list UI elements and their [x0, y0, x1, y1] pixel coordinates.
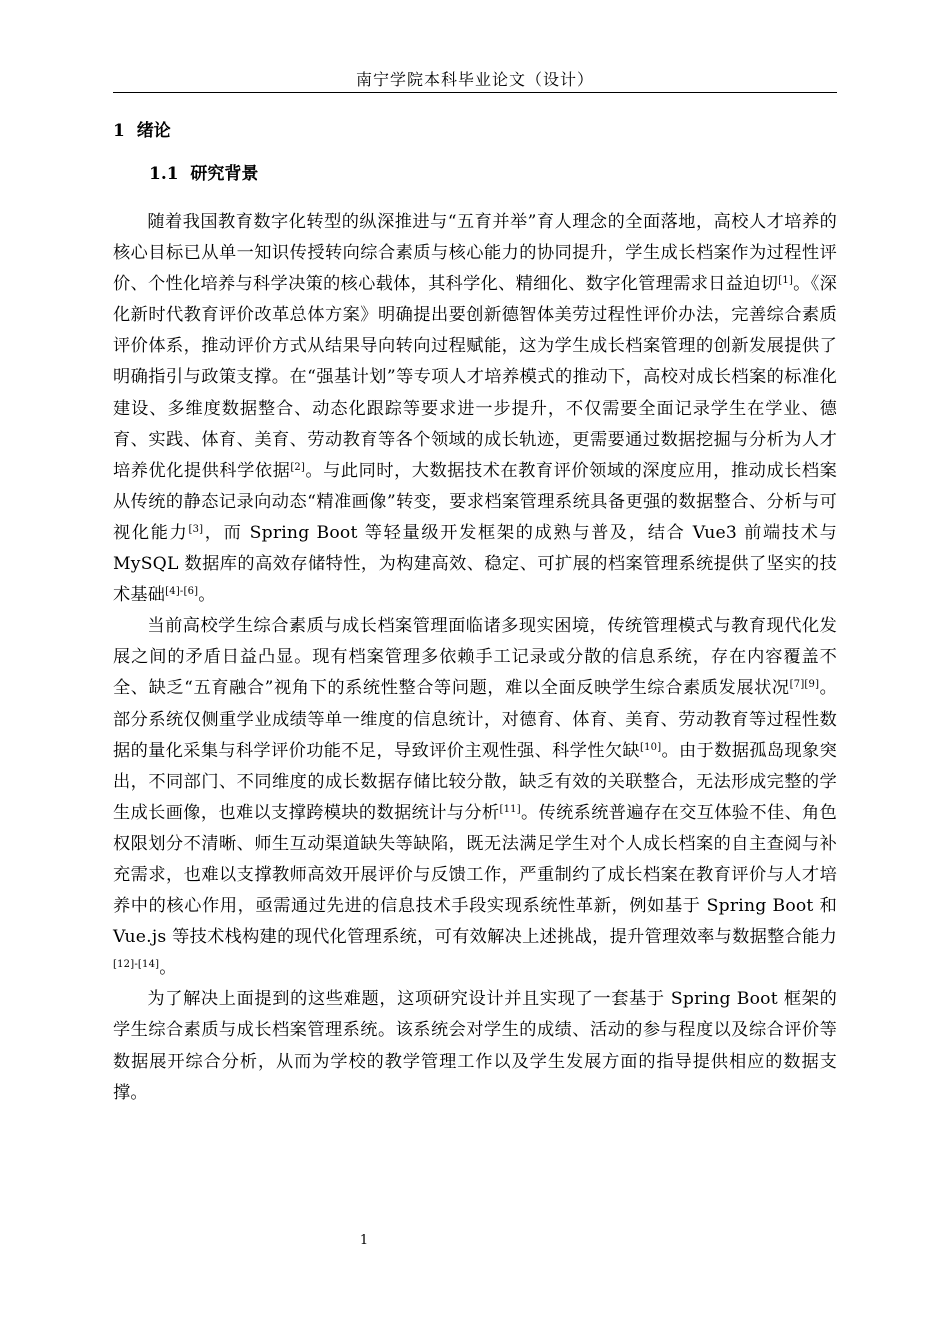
paragraph-text: 。部分系统仅侧重学业成绩等单一维度的信息统计，对德育、体育、美育、劳动教育等过程性数据的量化采集与科学评价功能不足，导致评价主观性强、科学性欠缺: [113, 678, 837, 761]
paragraph-text: 。《深化新时代教育评价改革总体方案》明确提出要创新德智体美劳过程性评价办法，完善综合素质评价体系，推动评价方式从结果导向转向过程赋能，这为学生成长档案管理的创新发展提供了明确指引与政策支撑。在“强基计划”等专项人才培养模式的推动下，高校对成长档案的标准化建设、多维度数据整合、动态化跟踪等要求进一步提升，不仅需要全面记录学生在学业、德育、实践、体育、美育、劳动教育等各个领域的成长轨迹，更需要通过数据挖掘与分析为人才培养优化提供科学依据: [113, 274, 837, 481]
body-text: [113, 207, 837, 1109]
paragraph-text: 为了解决上面提到的这些难题，这项研究设计并且实现了一套基于 Spring Boot 框架的学生综合素质与成长档案管理系统。该系统会对学生的成绩、活动的参与程度以及综合评价等数据展开综合分析，从而为学校的教学管理工作以及学生发展方面的指导提供相应的数据支撑。: [113, 989, 837, 1103]
citation-ref: [12]-[14]: [113, 959, 160, 971]
paragraph-text: 。: [159, 958, 177, 979]
citation-ref: [2]: [290, 461, 306, 473]
paragraph-text: 随着我国教育数字化转型的纵深推进与“五育并举”育人理念的全面落地，高校人才培养的核心目标已从单一知识传授转向综合素质与核心能力的协同提升，学生成长档案作为过程性评价、个性化培养与科学决策的核心载体，其科学化、精细化、数字化管理需求日益迫切: [113, 212, 837, 295]
citation-ref: [3]: [188, 523, 204, 535]
subsection-heading: [149, 162, 258, 186]
page-number: 1: [359, 1233, 369, 1248]
subsection-number: 1.1: [149, 164, 179, 184]
citation-ref: [1]: [778, 275, 794, 287]
section-title: 绪论: [136, 121, 171, 141]
page-header: [113, 68, 837, 93]
section-heading: [113, 119, 171, 143]
paragraph-text: 。: [198, 585, 216, 606]
paragraph-text: 当前高校学生综合素质与成长档案管理面临诸多现实困境，传统管理模式与教育现代化发展之间的矛盾日益凸显。现有档案管理多依赖手工记录或分散的信息系统，存在内容覆盖不全、缺乏“五育融合”视角下的系统性整合等问题，难以全面反映学生综合素质发展状况: [113, 616, 837, 699]
paragraph-text: 。由于数据孤岛现象突出，不同部门、不同维度的成长数据存储比较分散，缺乏有效的关联整合，无法形成完整的学生成长画像，也难以支撑跨模块的数据统计与分析: [113, 740, 837, 823]
header-title: 南宁学院本科毕业论文（设计）: [355, 70, 594, 89]
paragraph-text: 。与此同时，大数据技术在教育评价领域的深度应用，推动成长档案从传统的静态记录向动态“精准画像”转变，要求档案管理系统具备更强的数据整合、分析与可视化能力: [113, 460, 837, 543]
paragraph: [113, 207, 837, 611]
subsection-title: 研究背景: [190, 164, 259, 184]
paragraph: [113, 611, 837, 984]
paragraph-text: 。传统系统普遍存在交互体验不佳、角色权限划分不清晰、师生互动渠道缺失等缺陷，既无法满足学生对个人成长档案的自主查阅与补充需求，也难以支撑教师高效开展评价与反馈工作，严重制约了成长档案在教育评价与人才培养中的核心作用，亟需通过先进的信息技术手段实现系统性革新，例如基于 Spring Boot 和 Vue.js 等技术栈构建的现代化管理系统，可有效解决上述挑战，提升管理效率与数据整合能力: [113, 802, 837, 948]
citation-ref: [10]: [639, 741, 662, 753]
section-number: 1: [113, 121, 125, 141]
citation-ref: [7][9]: [789, 679, 820, 691]
citation-ref: [11]: [499, 803, 521, 815]
citation-ref: [4]-[6]: [165, 586, 199, 598]
paragraph: [113, 984, 837, 1108]
paragraph-text: ，而 Spring Boot 等轻量级开发框架的成熟与普及，结合 Vue3 前端技术与 MySQL 数据库的高效存储特性，为构建高效、稳定、可扩展的档案管理系统提供了坚实的技术基础: [113, 522, 838, 606]
